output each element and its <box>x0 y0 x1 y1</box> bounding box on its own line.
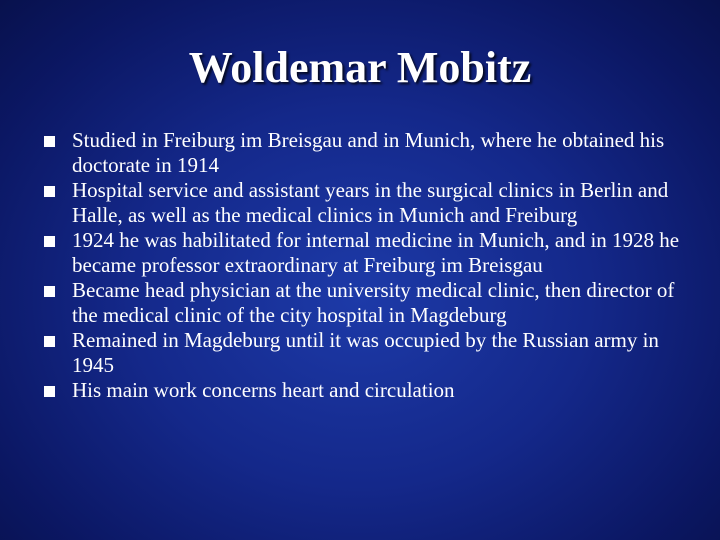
square-bullet-icon <box>44 186 55 197</box>
square-bullet-icon <box>44 336 55 347</box>
bullet-item <box>44 278 684 328</box>
bullet-item <box>44 328 684 378</box>
bullet-text: 1924 he was habilitated for internal medicine in Munich, and in 1928 he became professor extraordinary at Freiburg im Breisgau <box>72 228 680 277</box>
bullet-item <box>44 128 684 178</box>
square-bullet-icon <box>44 136 55 147</box>
slide-title: Woldemar Mobitz <box>188 43 532 92</box>
square-bullet-icon <box>44 286 55 297</box>
bullet-list <box>44 128 684 403</box>
square-bullet-icon <box>44 386 55 397</box>
bullet-text: Became head physician at the university medical clinic, then director of the medical clinic of the city hospital in Magdeburg <box>72 278 675 327</box>
bullet-item <box>44 228 684 278</box>
bullet-text: Remained in Magdeburg until it was occupied by the Russian army in 1945 <box>72 328 659 377</box>
bullet-item <box>44 378 684 403</box>
bullet-text: His main work concerns heart and circulation <box>72 378 455 402</box>
bullet-text: Studied in Freiburg im Breisgau and in Munich, where he obtained his doctorate in 1914 <box>72 128 665 177</box>
bullet-item <box>44 178 684 228</box>
bullet-text: Hospital service and assistant years in the surgical clinics in Berlin and Halle, as well as the medical clinics in Munich and Freiburg <box>72 178 669 227</box>
square-bullet-icon <box>44 236 55 247</box>
